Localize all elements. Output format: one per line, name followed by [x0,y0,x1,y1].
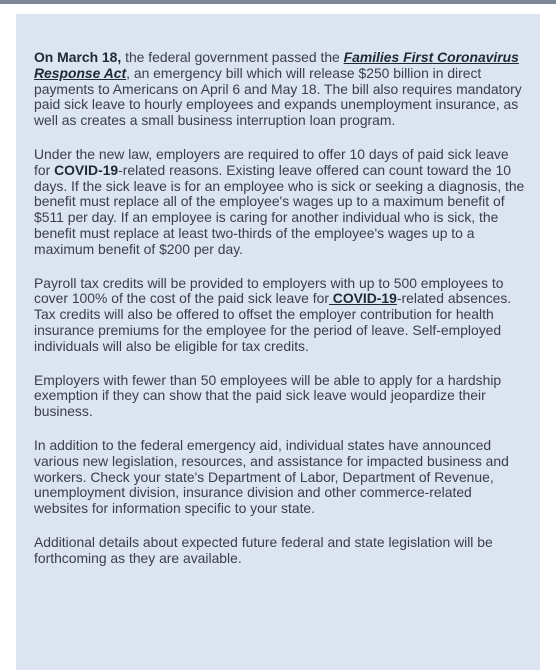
paragraph-additional-details: Additional details about expected future federal and state legislation will be forthcoming as they are available. [34,533,493,566]
paragraph-hardship-exemption: Employers with fewer than 50 employees will be able to apply for a hardship exemption if they can show that the paid sick leave would jeopardize their business. [34,371,502,420]
covid-19-highlight: COVID-19 [54,161,119,178]
paragraph-state-assistance: In addition to the federal emergency aid, individual states have announced various new legislation, resources, and assistance for impacted business and workers. Check your state's Department of Labor, Department of Revenue, unemployment division, insurance division and other commerce-related websites for information specific to your state. [34,436,509,517]
covid-19-link[interactable]: COVID-19 [328,290,397,307]
paragraph-text: -related absences. Tax credits will also be offered to offset the employer contribution for health insurance premiums for the employee for the period of leave. Self-employed individuals will also be eligible for tax credits. [34,290,512,354]
paragraph-paid-sick-leave [34,147,525,258]
paragraph-text: the federal government passed the [121,49,344,65]
date-highlight: On March 18, [34,49,122,65]
families-first-act-link[interactable]: Families First Coronavirus Response Act [34,49,519,81]
paragraph-text: Payroll tax credits will be provided to employers with up to 500 employees to cover 100% of the cost of the paid sick leave for [34,274,504,307]
paragraph-payroll-tax-credits [34,276,525,355]
top-border-bar [0,0,556,4]
content-panel [16,14,540,670]
paragraph-text: , an emergency bill which will release $250 billion in direct payments to Americans on April 6 and May 18. The bill also requires mandatory paid sick leave to hourly employees and expands unemployment insurance, as well as creates a small business interruption loan program. [34,64,522,129]
paragraph-text: -related reasons. Existing leave offered can count toward the 10 days. If the sick leave is for an employee who is sick or seeking a diagnosis, the benefit must replace all of the employee's wages up to a maximum benefit of $511 per day. If an employee is caring for another individual who is sick, the benefit must replace at least two-thirds of the employee's wages up to a maximum benefit of $200 per day. [34,161,525,257]
paragraph-families-first-act [34,50,525,129]
paragraph-text: Under the new law, employers are required to offer 10 days of paid sick leave for [34,145,509,178]
